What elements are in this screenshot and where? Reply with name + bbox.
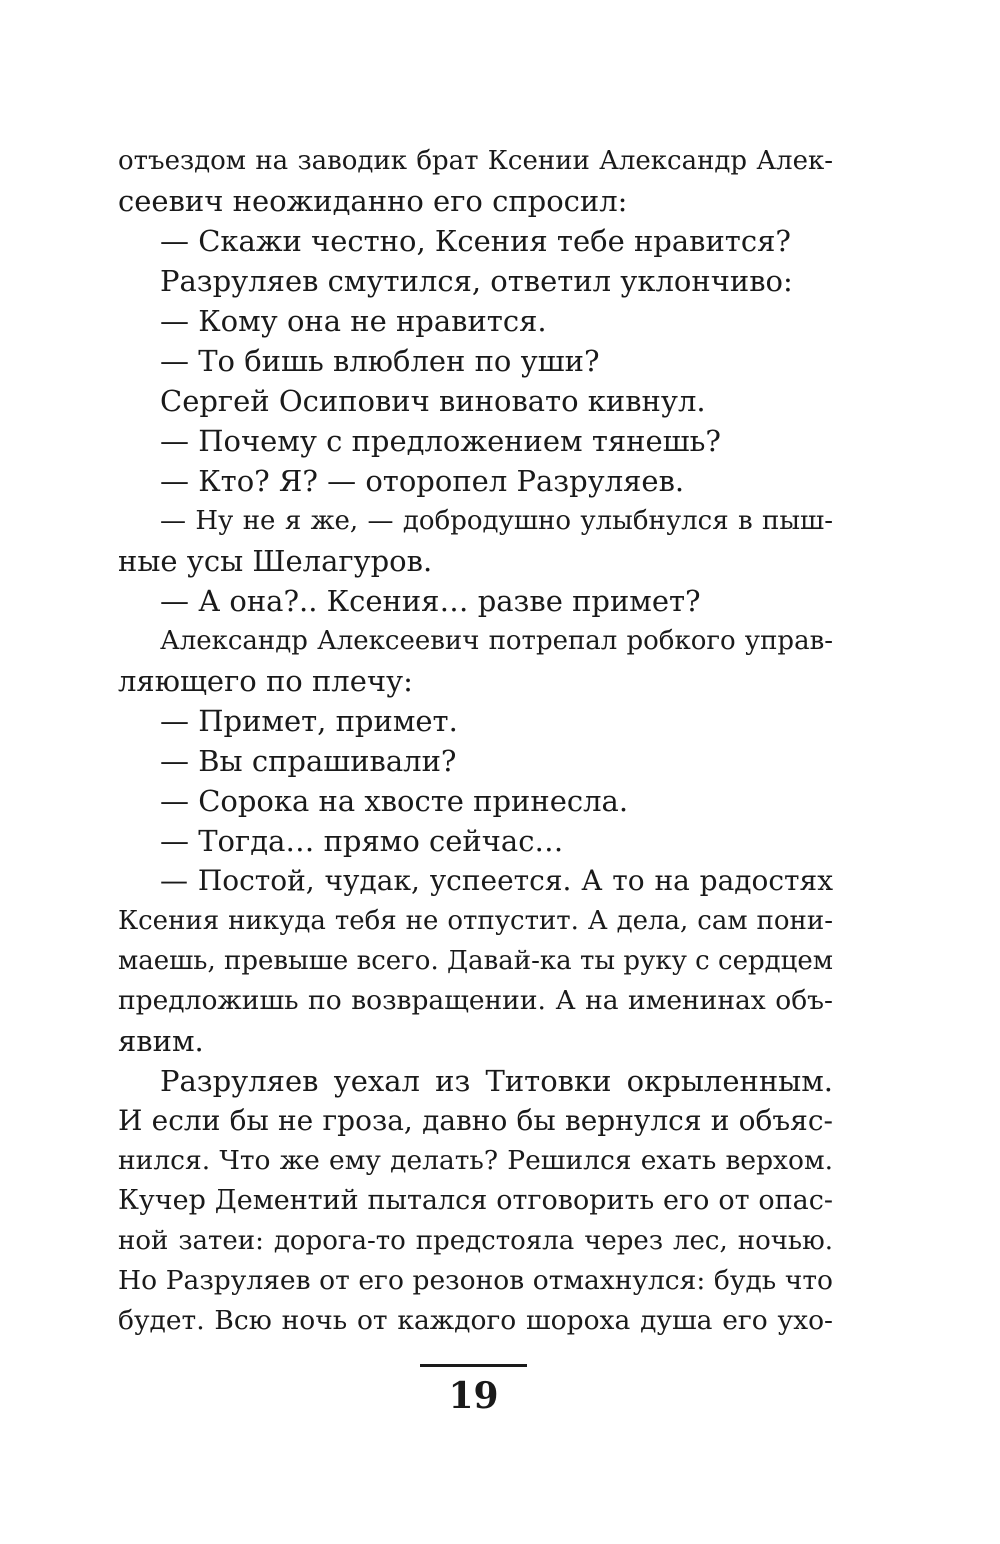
text-line: — Ну не я же, — добродушно улыбнулся в пыш-: [160, 506, 833, 536]
text-line: нился. Что же ему делать? Решился ехать верхом.: [118, 1145, 833, 1176]
text-line: — Почему с предложением тянешь?: [160, 424, 721, 458]
text-line: Но Разруляев от его резонов отмахнулся: будь что: [118, 1265, 833, 1296]
text-line: Кучер Дементий пытался отговорить его от опас-: [118, 1185, 833, 1216]
text-line: — Вы спрашивали?: [160, 744, 457, 778]
text-line: сеевич неожиданно его спросил:: [118, 184, 628, 218]
text-line: — Постой, чудак, успеется. А то на радостях: [160, 864, 833, 897]
text-line: Ксения никуда тебя не отпустит. А дела, сам пони-: [118, 906, 833, 936]
text-line: — Тогда… прямо сейчас…: [160, 824, 564, 858]
text-line: Александр Алексеевич потрепал робкого управ-: [160, 626, 833, 656]
text-line: И если бы не гроза, давно бы вернулся и объяс-: [118, 1104, 833, 1137]
text-line: ной затеи: дорога-то предстояла через лес, ночью.: [118, 1226, 833, 1256]
text-line: — Кто? Я? — оторопел Разруляев.: [160, 464, 685, 498]
text-line: ные усы Шелагуров.: [118, 544, 433, 578]
text-line: — То бишь влюблен по уши?: [160, 344, 600, 378]
text-line: — Скажи честно, Ксения тебе нравится?: [160, 224, 791, 258]
text-line: — А она?.. Ксения… разве примет?: [160, 584, 701, 618]
text-line: Сергей Осипович виновато кивнул.: [160, 384, 706, 418]
footer-rule: [420, 1364, 527, 1367]
page-number: 19: [448, 1375, 499, 1417]
text-line: будет. Всю ночь от каждого шороха душа его ухо-: [118, 1305, 833, 1336]
text-line: предложишь по возвращении. А на именинах объ-: [118, 985, 833, 1016]
page-text: [118, 141, 833, 1341]
text-line: — Примет, примет.: [160, 704, 458, 738]
text-line: Разруляев смутился, ответил уклончиво:: [160, 264, 793, 298]
text-line: маешь, превыше всего. Давай-ка ты руку с сердцем: [118, 946, 833, 976]
text-line: — Кому она не нравится.: [160, 304, 547, 338]
text-line: ляющего по плечу:: [118, 664, 413, 698]
text-line: отъездом на заводик брат Ксении Александр Алек-: [118, 146, 833, 176]
text-line: Разруляев уехал из Титовки окрыленным.: [160, 1064, 833, 1098]
text-line: явим.: [118, 1024, 204, 1058]
text-line: — Сорока на хвосте принесла.: [160, 784, 629, 818]
